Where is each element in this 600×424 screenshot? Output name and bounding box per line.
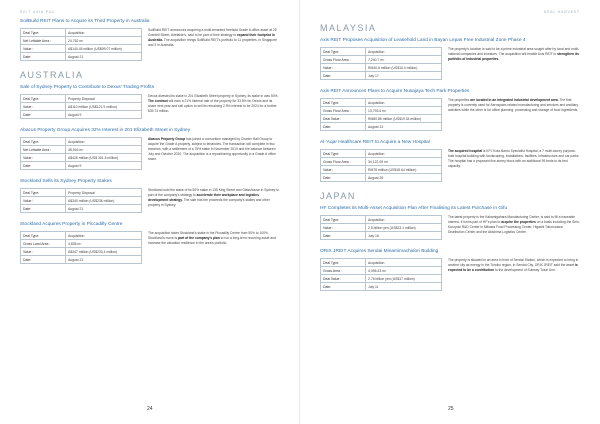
deal-row	[321, 48, 442, 56]
deal-value: A$110 million (US$121.9 million)	[66, 103, 142, 111]
deal-label: Date:	[321, 174, 366, 182]
deal-row	[21, 197, 142, 205]
news-item	[20, 179, 280, 213]
article-description	[448, 215, 580, 240]
article-headline: ORIX JREIT Acquires Sendai Minamimachidori Building	[320, 249, 439, 254]
news-item	[320, 89, 580, 131]
news-item	[320, 38, 580, 80]
article-body	[20, 231, 280, 264]
deal-value: RM40.6 million (US$10.4 million)	[366, 64, 442, 72]
description-text: The acquisition takes Stockland's stake in the Piccadilly Centre from 50% to 100%. Stockland's move is	[148, 231, 269, 240]
deal-label: Deal Type:	[321, 99, 366, 107]
deal-value: July 16	[366, 232, 442, 240]
deal-row	[21, 256, 142, 264]
page-number: 24	[147, 406, 153, 412]
deal-row	[21, 95, 142, 103]
deal-row	[321, 123, 442, 131]
deal-label: Date:	[321, 123, 366, 131]
deal-value: Acquisition	[66, 29, 142, 37]
country-heading: JAPAN	[320, 191, 356, 201]
deal-row	[21, 232, 142, 240]
description-text: The latest property is the Kakamigahara Manufacturing Center, is said to fill a traceable interest. It forms part of HF's plan to	[448, 215, 575, 224]
deal-table	[320, 215, 442, 240]
description-highlight: acquire the properties	[501, 220, 536, 224]
article-description	[448, 47, 580, 80]
deal-value: Acquisition	[366, 259, 442, 267]
description-highlight: are located in an integrated industrial development area.	[470, 98, 559, 102]
deal-label: Value :	[321, 224, 366, 232]
deal-value: Property Disposal	[66, 95, 142, 103]
news-item	[320, 140, 580, 182]
deal-label: Gross Floor Area :	[321, 107, 366, 115]
deal-label: Gross Floor Area :	[321, 56, 366, 64]
deal-label: Date:	[21, 162, 66, 170]
article-body	[320, 47, 580, 80]
deal-row	[321, 283, 442, 291]
deal-row	[21, 205, 142, 213]
article-body	[20, 28, 280, 61]
deal-label: Deal Type:	[321, 259, 366, 267]
deal-row	[321, 224, 442, 232]
description-highlight: accelerate their workplace and logistics development strategy.	[148, 193, 259, 202]
deal-value: 2.5 billion yen (US$23.1 million)	[366, 224, 442, 232]
description-text: to the development of Subway Tozai Line.	[493, 268, 556, 272]
deal-row	[21, 240, 142, 248]
deal-value: Acquisition	[366, 99, 442, 107]
deal-value: August 13	[366, 123, 442, 131]
article-description	[448, 149, 580, 182]
description-highlight: Abacus Property Group	[148, 137, 186, 141]
running-head: REIT ASIA PAC	[20, 10, 56, 14]
article-headline: Stockland Sells its Sydney Property Stakes	[20, 179, 112, 184]
deal-label: Date:	[21, 53, 66, 61]
deal-value: A$347 million (US$233.4 million)	[66, 248, 142, 256]
deal-row	[321, 64, 442, 72]
deal-label: Deal Type:	[21, 95, 66, 103]
deal-table	[20, 188, 142, 213]
deal-label: Deal Type:	[21, 29, 66, 37]
article-headline: Abacus Property Group Acquires 32% Interest in 201 Elizabeth Street in Sydney	[20, 128, 191, 133]
article-description	[148, 137, 280, 170]
deal-row	[321, 107, 442, 115]
deal-label: Value :	[21, 248, 66, 256]
deal-label: Date:	[321, 283, 366, 291]
deal-value: 2.76 billion yen (US$17 million)	[366, 275, 442, 283]
article-headline: SoilBuild REIT Plans to Acquire its Third Property in Australia	[20, 19, 150, 24]
deal-table	[320, 98, 442, 131]
deal-row	[321, 174, 442, 182]
deal-row	[321, 158, 442, 166]
description-highlight: is expected to be a contribution	[448, 263, 578, 272]
deal-row	[21, 37, 142, 45]
running-head: DEAL HARVEST	[543, 10, 580, 14]
description-highlight: The acquired hospital	[448, 149, 483, 153]
news-item	[20, 19, 280, 61]
description-text: Stockland sold the stake of its 50% stake in 135 King Street and Glasshouse in Sydney to part of the company's strategy to	[148, 188, 279, 197]
deal-row	[321, 115, 442, 123]
deal-row	[321, 72, 442, 80]
article-description	[448, 258, 580, 291]
article-description	[148, 94, 280, 119]
deal-value: RM78 million (US$18.64 million)	[366, 166, 442, 174]
page-content	[20, 19, 280, 273]
article-body	[320, 258, 580, 291]
description-highlight: expand their footprint in Australia.	[148, 33, 275, 42]
deal-row	[21, 29, 142, 37]
deal-row	[21, 138, 142, 146]
deal-label: Value :	[21, 197, 66, 205]
description-highlight: strengthen its portfolio of industrial properties.	[448, 52, 579, 61]
deal-table	[20, 137, 142, 170]
deal-row	[21, 154, 142, 162]
deal-row	[21, 45, 142, 53]
deal-row	[321, 166, 442, 174]
deal-value: Acquisition	[366, 216, 442, 224]
deal-value: Acquisition	[66, 232, 142, 240]
news-item	[320, 249, 580, 291]
deal-value: 13,793.6 m²	[366, 107, 442, 115]
deal-row	[21, 189, 142, 197]
deal-value: Property Disposal	[66, 189, 142, 197]
article-description	[448, 98, 580, 131]
article-headline: Axis REIT Proposes Acquisition of Leasehold Land in Bayan Lepas Free Industrial Zone Phase 4	[320, 38, 526, 43]
deal-value: 4,835 m²	[66, 240, 142, 248]
deal-label: Deal Type:	[321, 216, 366, 224]
article-body	[20, 188, 280, 213]
deal-table	[20, 94, 142, 119]
description-text: SoilBuild REIT announces acquiring a multi-tenanted freehold Grade A office asset at 25 Grenfell Street, Adelaide's, said to be part of their strategy to	[148, 28, 277, 37]
article-body	[320, 98, 580, 131]
deal-row	[321, 259, 442, 267]
deal-value: July 17	[366, 72, 442, 80]
deal-label: Deal Value :	[321, 115, 366, 123]
deal-label: Gross Floor Area :	[321, 158, 366, 166]
deal-value: 38,916 m²	[66, 146, 142, 154]
deal-row	[321, 275, 442, 283]
description-text: The first property is currently used for Aerospace-related manufacturing and services and ancillary activities while the other is for office planning, processing and storage of food ingredients.	[448, 98, 579, 112]
deal-label: Value :	[21, 154, 66, 162]
deal-label: Value :	[21, 103, 66, 111]
page-content	[320, 19, 580, 300]
deal-value: A$426 million (US$ 301.5 million)	[66, 154, 142, 162]
deal-value: August 9	[66, 111, 142, 119]
description-text: The property's location is said to be a prime industrial area sought after by local and multi-national companies and investors. The acquisition will enable Axis REIT to	[448, 47, 580, 56]
news-item	[20, 128, 280, 170]
deal-table	[320, 47, 442, 80]
deal-value: 7,240.7 m²	[366, 56, 442, 64]
deal-value: August 26	[366, 174, 442, 182]
article-body	[20, 94, 280, 119]
deal-label: Deal Value :	[321, 275, 366, 283]
deal-label: Deal Type:	[321, 150, 366, 158]
right-page	[300, 0, 600, 424]
deal-value: 24,762 m²	[66, 37, 142, 45]
deal-table	[20, 28, 142, 61]
deal-value: 34,122.09 m²	[366, 158, 442, 166]
description-highlight: part of the company's plan	[177, 236, 220, 240]
deal-label: Deal Type:	[21, 138, 66, 146]
description-text: will earn a 21% internal rate of the property for 33.5% for Dexus and its share next year and sell option to sell its remaining 2.9% interest to be 2024 for a further $39.74 million.	[148, 99, 277, 113]
deal-value: RM80.86 million (US$19.34 million)	[366, 115, 442, 123]
deal-label: Gross Area :	[321, 267, 366, 275]
deal-value: August 21	[66, 205, 142, 213]
article-body	[320, 149, 580, 182]
deal-row	[21, 248, 142, 256]
deal-label: Deal Type:	[321, 48, 366, 56]
deal-row	[321, 232, 442, 240]
description-text: The acquisition brings SoilBuild REIT's portfolio to 11 properties, in Singapore and 3 in Australia.	[148, 38, 277, 47]
deal-row	[21, 162, 142, 170]
deal-table	[320, 149, 442, 182]
deal-table	[20, 231, 142, 264]
article-headline: HF Completes its Multi-Asset Acquisition Plan After Finalising its Latest Purchase in Gifu	[320, 206, 508, 211]
article-body	[20, 137, 280, 170]
deal-value: Acquisition	[66, 138, 142, 146]
article-headline: Axis REIT Announces Plans to Acquire Nusajaya Tech Park Properties	[320, 89, 470, 94]
deal-label: Value :	[21, 45, 66, 53]
page-number: 25	[448, 406, 454, 412]
deal-table	[320, 258, 442, 291]
description-text: Dexus divested its stake in 201 Elizabeth Street property in Sydney, its stake in was 50%.	[148, 94, 279, 98]
deal-row	[21, 103, 142, 111]
deal-row	[21, 53, 142, 61]
deal-label: Date:	[21, 111, 66, 119]
deal-value: Acquisition	[366, 150, 442, 158]
deal-row	[321, 267, 442, 275]
news-item	[20, 85, 280, 119]
description-text: The sale has the proceeds the company's stakes and other property in Sydney.	[148, 198, 270, 207]
deal-row	[321, 150, 442, 158]
deal-value: August 21	[66, 53, 142, 61]
article-headline: Sale of Sydney Property to Contribute to Dexus' Trading Profits	[20, 85, 154, 90]
news-item	[320, 206, 580, 240]
deal-row	[321, 99, 442, 107]
deal-label: Date:	[21, 205, 66, 213]
deal-label: Net Lettable Area :	[21, 146, 66, 154]
deal-value: 4,096.43 m²	[366, 267, 442, 275]
deal-row	[21, 146, 142, 154]
deal-label: Date:	[321, 72, 366, 80]
deal-label: Date:	[321, 232, 366, 240]
article-description	[148, 188, 280, 213]
deal-label: Date:	[21, 256, 66, 264]
news-item	[20, 222, 280, 264]
deal-label: Value :	[321, 64, 366, 72]
deal-value: July 11	[366, 283, 442, 291]
deal-label: Value :	[321, 166, 366, 174]
description-text: is KPJ Kota Bahru Specialist Hospital, a 7 multi-storey purpose-built hospital building with landscaping, installations, facilities, infrastructure and car parks. The hospital has a proposed five-storey block with an additional 99 beds to its bed capacity.	[448, 149, 580, 168]
country-heading: AUSTRALIA	[20, 70, 84, 80]
article-description	[148, 28, 280, 61]
deal-row	[321, 56, 442, 64]
article-headline: Stockland Acquires Property in Piccadilly Centre	[20, 222, 123, 227]
article-body	[320, 215, 580, 240]
description-text: to run a long-term recurring asset and increase the valuation resilience in the area's portfolio.	[148, 236, 276, 245]
description-text: has joined a consortium managed by Charter Hall Group to acquire the Grade A property, subject to tenancies. The transaction will complete in two tranches, with a settlement of a 75% stake in November 2019 and the balance between July and October 2020. The acquisition is a repositioning opportunity in a Grade A office tower.	[148, 137, 276, 161]
deal-value: A$140.45 million (US$99.07 million)	[66, 45, 142, 53]
description-highlight: The contract	[148, 99, 168, 103]
deal-label: Net Lettable Area :	[21, 37, 66, 45]
description-text: The property is situated in an area in front of Sendai Station, which is expected to bring in another city as energy in the Tohoku region, in Sendai City. ORIX JREIT said the asset	[448, 258, 579, 267]
deal-label: Gross Land Area :	[21, 240, 66, 248]
country-heading: MALAYSIA	[320, 23, 377, 33]
description-text: on a basis including the Shin-Kuroyuki R&D Center in Mikawa Food Processing Center, Higashi Tokorozawa Distribution Center and the Akishima Logistics Center.	[448, 220, 580, 234]
description-text: The properties	[448, 98, 471, 102]
deal-value: August 9	[66, 162, 142, 170]
deal-label: Deal Type:	[21, 232, 66, 240]
deal-value: Acquisition	[366, 48, 442, 56]
deal-label: Deal Type:	[21, 189, 66, 197]
deal-row	[321, 216, 442, 224]
deal-value: August 21	[66, 256, 142, 264]
article-headline: Al-'Aqar Healthcare REIT to Acquire a New Hospital	[320, 140, 430, 145]
deal-row	[21, 111, 142, 119]
deal-value: A$340 million (US$238 million)	[66, 197, 142, 205]
article-description	[148, 231, 280, 264]
